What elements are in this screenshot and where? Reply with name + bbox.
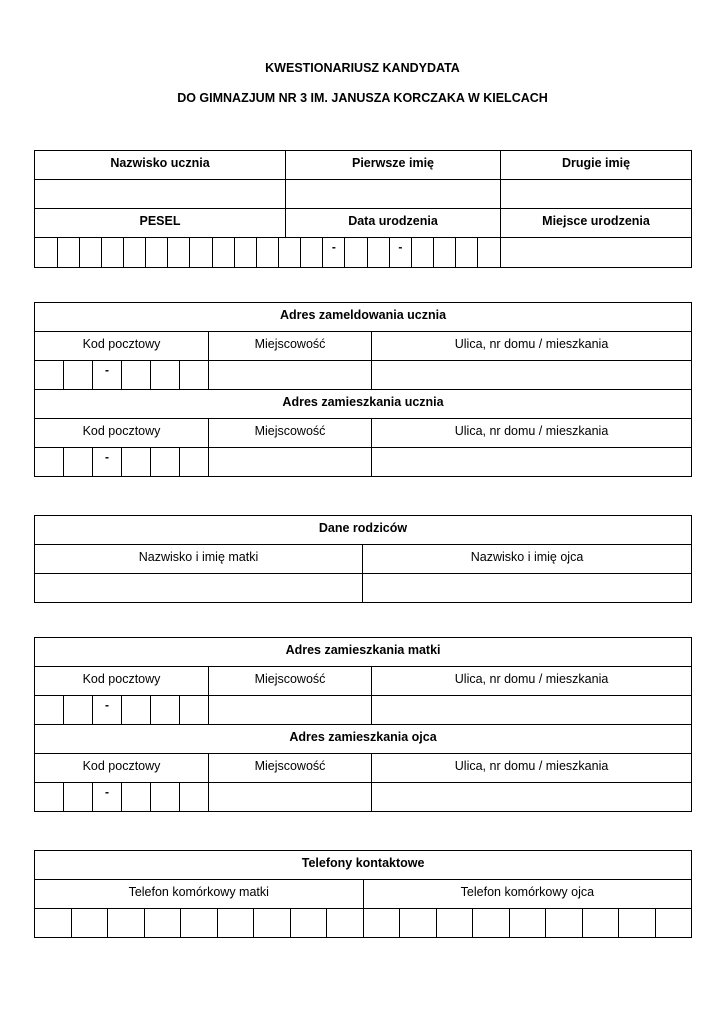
postal-digit-box[interactable]: [64, 361, 93, 390]
phones-heading: Telefony kontaktowe: [35, 851, 692, 880]
second-name-header: Drugie imię: [501, 151, 692, 180]
street-label: Ulica, nr domu / mieszkania: [372, 667, 692, 696]
pesel-digit-box[interactable]: [168, 238, 190, 267]
father-phone-digit-box[interactable]: [655, 909, 692, 938]
registered-address-heading: Adres zameldowania ucznia: [35, 303, 692, 332]
pesel-digit-box[interactable]: [101, 238, 123, 267]
postal-digit-box[interactable]: [180, 696, 209, 725]
postal-digit-box[interactable]: [151, 448, 180, 477]
date-separator: -: [389, 238, 411, 267]
postal-digit-box[interactable]: [64, 783, 93, 812]
residence-address-heading: Adres zamieszkania ucznia: [35, 390, 692, 419]
second-name-field[interactable]: [501, 180, 692, 209]
postal-digit-box[interactable]: [64, 448, 93, 477]
city-label: Miejscowość: [209, 754, 372, 783]
mother-phone-digit-box[interactable]: [290, 909, 327, 938]
postal-digit-box[interactable]: [64, 696, 93, 725]
father-phone-digit-box[interactable]: [363, 909, 400, 938]
first-name-field[interactable]: [286, 180, 501, 209]
postal-code-label: Kod pocztowy: [35, 667, 209, 696]
father-phone-digit-box[interactable]: [436, 909, 473, 938]
parents-address-table: [34, 637, 692, 812]
father-phone-digit-box[interactable]: [582, 909, 619, 938]
postal-code-label: Kod pocztowy: [35, 419, 209, 448]
date-digit-box[interactable]: [411, 238, 433, 267]
city-field[interactable]: [209, 783, 372, 812]
street-field[interactable]: [372, 361, 692, 390]
form-title: KWESTIONARIUSZ KANDYDATA: [265, 61, 460, 75]
postal-separator: -: [93, 448, 122, 477]
mother-phone-digit-box[interactable]: [144, 909, 181, 938]
father-phone-digit-box[interactable]: [509, 909, 546, 938]
date-digit-box[interactable]: [367, 238, 389, 267]
father-phone-digit-box[interactable]: [619, 909, 656, 938]
postal-code-label: Kod pocztowy: [35, 332, 209, 361]
postal-digit-box[interactable]: [35, 783, 64, 812]
date-digit-box[interactable]: [279, 238, 301, 267]
date-digit-box[interactable]: [478, 238, 500, 267]
mother-phone-label: Telefon komórkowy matki: [35, 880, 364, 909]
postal-digit-box[interactable]: [151, 783, 180, 812]
postal-digit-box[interactable]: [122, 361, 151, 390]
pesel-digit-box[interactable]: [234, 238, 256, 267]
postal-digit-box[interactable]: [122, 696, 151, 725]
postal-digit-box[interactable]: [180, 448, 209, 477]
date-digit-box[interactable]: [456, 238, 478, 267]
postal-separator: -: [93, 783, 122, 812]
date-separator: -: [323, 238, 345, 267]
first-name-header: Pierwsze imię: [286, 151, 501, 180]
postal-digit-box[interactable]: [35, 361, 64, 390]
mother-phone-digit-box[interactable]: [327, 909, 364, 938]
pesel-digit-box[interactable]: [124, 238, 146, 267]
father-phone-digit-box[interactable]: [473, 909, 510, 938]
pesel-digit-box[interactable]: [256, 238, 278, 267]
phones-table: [34, 850, 692, 938]
digit-boxes-row: [35, 238, 500, 267]
birth-place-field[interactable]: [501, 238, 692, 268]
pesel-digit-box[interactable]: [212, 238, 234, 267]
mother-phone-digit-box[interactable]: [71, 909, 108, 938]
postal-digit-box[interactable]: [180, 361, 209, 390]
student-address-table: [34, 302, 692, 477]
father-name-field[interactable]: [363, 574, 692, 603]
street-label: Ulica, nr domu / mieszkania: [372, 419, 692, 448]
postal-digit-box[interactable]: [35, 696, 64, 725]
parents-heading: Dane rodziców: [35, 516, 692, 545]
birth-date-header: Data urodzenia: [286, 209, 501, 238]
street-field[interactable]: [372, 783, 692, 812]
postal-separator: -: [93, 696, 122, 725]
postal-digit-box[interactable]: [122, 783, 151, 812]
city-label: Miejscowość: [209, 419, 372, 448]
city-field[interactable]: [209, 361, 372, 390]
personal-data-table: [34, 150, 692, 268]
pesel-digit-box[interactable]: [57, 238, 79, 267]
postal-digit-box[interactable]: [122, 448, 151, 477]
postal-digit-box[interactable]: [151, 361, 180, 390]
street-label: Ulica, nr domu / mieszkania: [372, 332, 692, 361]
birth-place-header: Miejsce urodzenia: [501, 209, 692, 238]
city-label: Miejscowość: [209, 332, 372, 361]
pesel-digit-box[interactable]: [146, 238, 168, 267]
mother-name-label: Nazwisko i imię matki: [35, 545, 363, 574]
father-address-heading: Adres zamieszkania ojca: [35, 725, 692, 754]
date-digit-box[interactable]: [434, 238, 456, 267]
street-field[interactable]: [372, 696, 692, 725]
father-phone-label: Telefon komórkowy ojca: [363, 880, 692, 909]
city-field[interactable]: [209, 448, 372, 477]
street-label: Ulica, nr domu / mieszkania: [372, 754, 692, 783]
surname-header: Nazwisko ucznia: [35, 151, 286, 180]
mother-phone-digit-box[interactable]: [35, 909, 72, 938]
mother-phone-digit-box[interactable]: [108, 909, 145, 938]
city-field[interactable]: [209, 696, 372, 725]
mother-phone-digit-box[interactable]: [217, 909, 254, 938]
father-name-label: Nazwisko i imię ojca: [363, 545, 692, 574]
father-phone-digit-box[interactable]: [400, 909, 437, 938]
street-field[interactable]: [372, 448, 692, 477]
postal-digit-box[interactable]: [151, 696, 180, 725]
city-label: Miejscowość: [209, 667, 372, 696]
pesel-digit-box[interactable]: [79, 238, 101, 267]
postal-digit-box[interactable]: [180, 783, 209, 812]
postal-separator: -: [93, 361, 122, 390]
postal-digit-box[interactable]: [35, 448, 64, 477]
mother-name-field[interactable]: [35, 574, 363, 603]
surname-field[interactable]: [35, 180, 286, 209]
form-subtitle: DO GIMNAZJUM NR 3 IM. JANUSZA KORCZAKA W KIELCACH: [177, 91, 548, 105]
parents-table: [34, 515, 692, 603]
mother-phone-digit-box[interactable]: [181, 909, 218, 938]
postal-code-label: Kod pocztowy: [35, 754, 209, 783]
father-phone-digit-box[interactable]: [546, 909, 583, 938]
pesel-and-date-boxes: [35, 238, 501, 268]
date-digit-box[interactable]: [345, 238, 367, 267]
pesel-digit-box[interactable]: [190, 238, 212, 267]
date-digit-box[interactable]: [301, 238, 323, 267]
pesel-digit-box[interactable]: [35, 238, 57, 267]
mother-address-heading: Adres zamieszkania matki: [35, 638, 692, 667]
pesel-header: PESEL: [35, 209, 286, 238]
mother-phone-digit-box[interactable]: [254, 909, 291, 938]
